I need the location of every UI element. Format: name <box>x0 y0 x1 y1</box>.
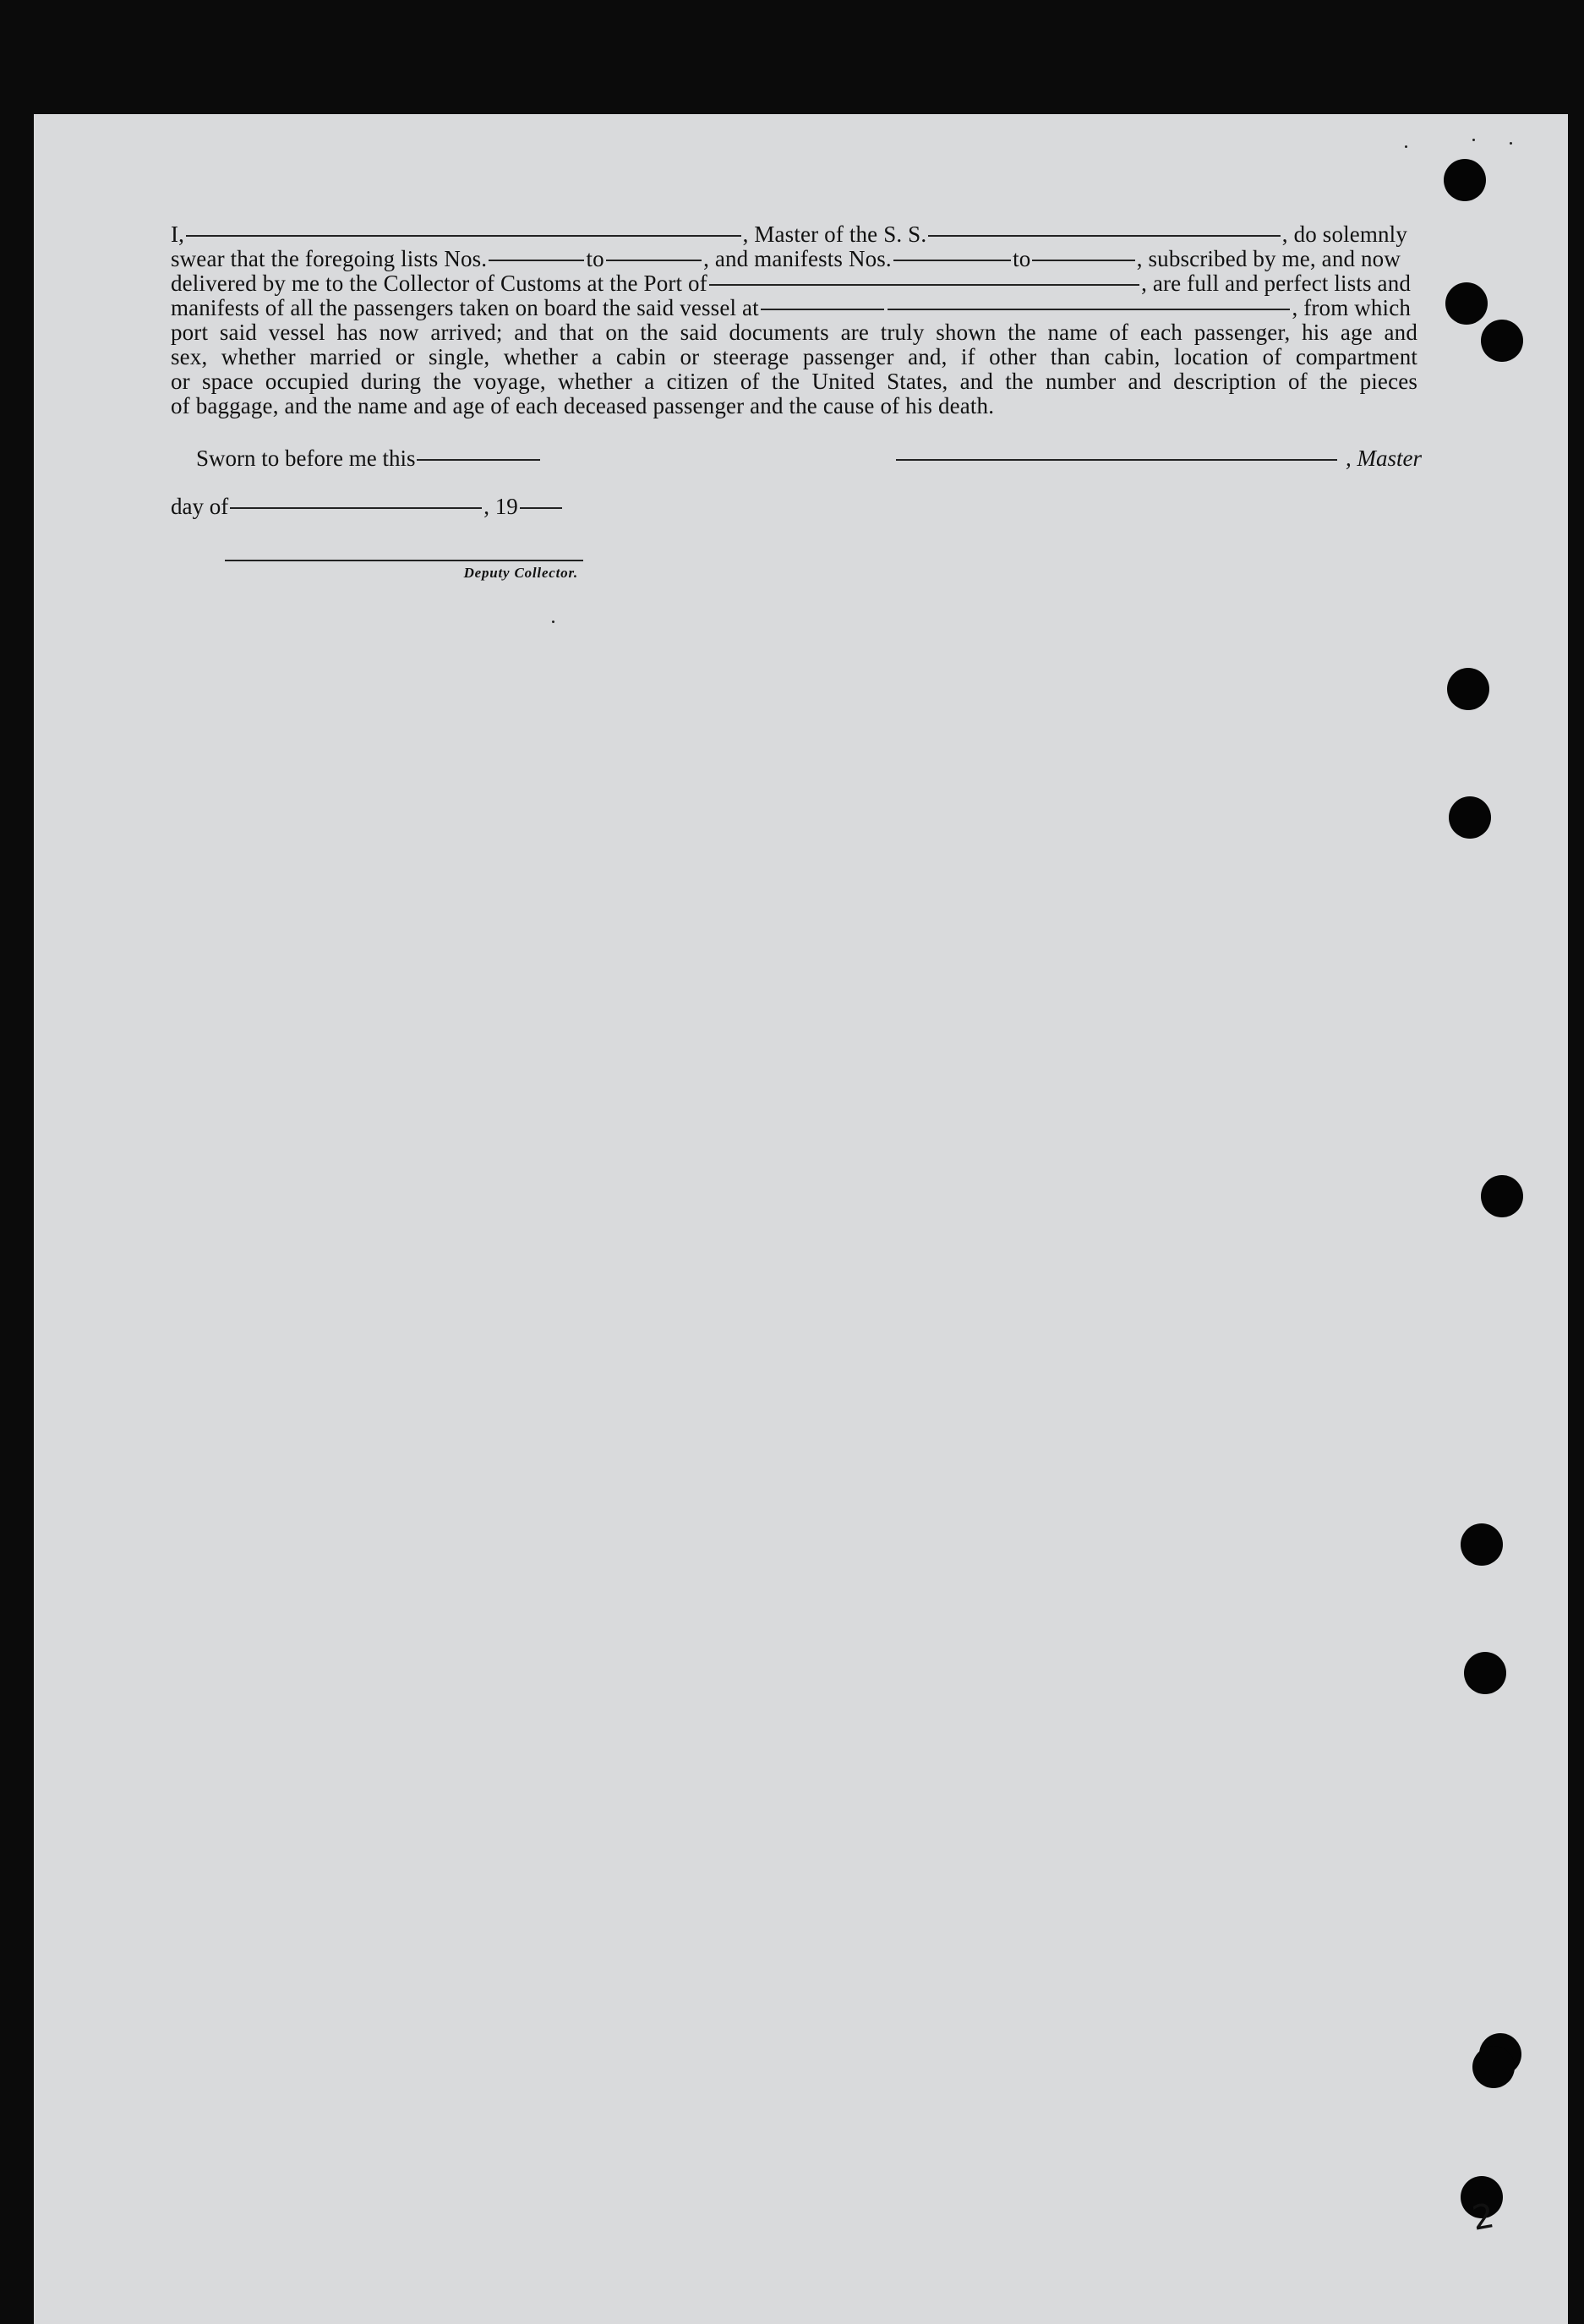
oath-text: manifests of all the passengers taken on board the said vessel at <box>171 295 759 320</box>
oath-text: of baggage, and the name and age of each deceased passenger and the cause of his death. <box>171 393 995 418</box>
oath-line-7 <box>171 369 1417 394</box>
year-label: , 19 <box>483 494 518 519</box>
oath-text: delivered by me to the Collector of Customs at the Port of <box>171 271 707 296</box>
boarding-port-blank-1 <box>761 309 884 310</box>
speck <box>1510 142 1512 145</box>
oath-text: , and manifests Nos. <box>703 246 892 271</box>
deputy-collector-label: Deputy Collector. <box>463 565 578 581</box>
oath-text: swear that the foregoing lists Nos. <box>171 246 488 271</box>
sworn-label: Sworn to before me this <box>196 446 416 471</box>
oath-line-4 <box>171 296 1417 320</box>
manifest-from-blank <box>893 260 1011 261</box>
oath-text: to <box>1013 246 1031 271</box>
oath-line-2 <box>171 247 1417 271</box>
year-blank <box>520 507 562 509</box>
list-to-blank <box>606 260 702 261</box>
oath-text: sex, whether married or single, whether a cabin or steerage passenger and, if other than cabin, location of compartment <box>171 344 1417 369</box>
oath-line-5 <box>171 320 1417 345</box>
manifest-to-blank <box>1032 260 1134 261</box>
oath-text: , are full and perfect lists and <box>1141 271 1411 296</box>
ship-name-blank <box>928 235 1281 237</box>
day-label: day of <box>171 494 229 519</box>
punch-hole <box>1461 1523 1503 1566</box>
deputy-signature-line <box>225 560 583 561</box>
punch-hole <box>1447 668 1489 710</box>
punch-hole <box>1464 1652 1506 1694</box>
master-signature-row <box>894 446 1422 472</box>
sworn-day-blank <box>417 459 540 461</box>
punch-hole <box>1481 1175 1523 1217</box>
punch-hole <box>1444 159 1486 201</box>
month-blank <box>230 507 482 509</box>
master-label: , Master <box>1346 446 1422 471</box>
speck <box>1405 145 1407 148</box>
sworn-row <box>196 446 542 472</box>
oath-text: , Master of the S. S. <box>742 221 927 247</box>
punch-hole <box>1472 2046 1515 2088</box>
list-from-blank <box>489 260 584 261</box>
punch-hole <box>1449 796 1491 839</box>
boarding-port-blank-2 <box>888 309 1290 310</box>
oath-line-6 <box>171 345 1417 369</box>
handwritten-page-mark: 2 <box>1469 2196 1498 2239</box>
oath-text: , from which <box>1292 295 1411 320</box>
speck <box>1472 139 1475 141</box>
punch-hole <box>1445 282 1488 325</box>
master-signature-blank <box>896 459 1337 461</box>
speck <box>552 621 554 623</box>
port-blank <box>709 284 1139 286</box>
oath-text: , do solemnly <box>1281 221 1407 247</box>
oath-text: , subscribed by me, and now <box>1136 246 1401 271</box>
oath-paragraph <box>171 222 1417 418</box>
oath-text: port said vessel has now arrived; and that on the said documents are truly shown the name of each passenger, his age and <box>171 320 1417 345</box>
oath-text: I, <box>171 221 185 247</box>
punch-hole <box>1481 320 1523 362</box>
oath-text: to <box>586 246 604 271</box>
oath-line-1 <box>171 222 1417 247</box>
master-name-blank <box>186 235 741 237</box>
day-row <box>171 494 564 520</box>
oath-line-3 <box>171 271 1417 296</box>
oath-text: or space occupied during the voyage, whether a citizen of the United States, and the number and description of the pieces <box>171 369 1417 394</box>
oath-line-8 <box>171 394 1417 418</box>
